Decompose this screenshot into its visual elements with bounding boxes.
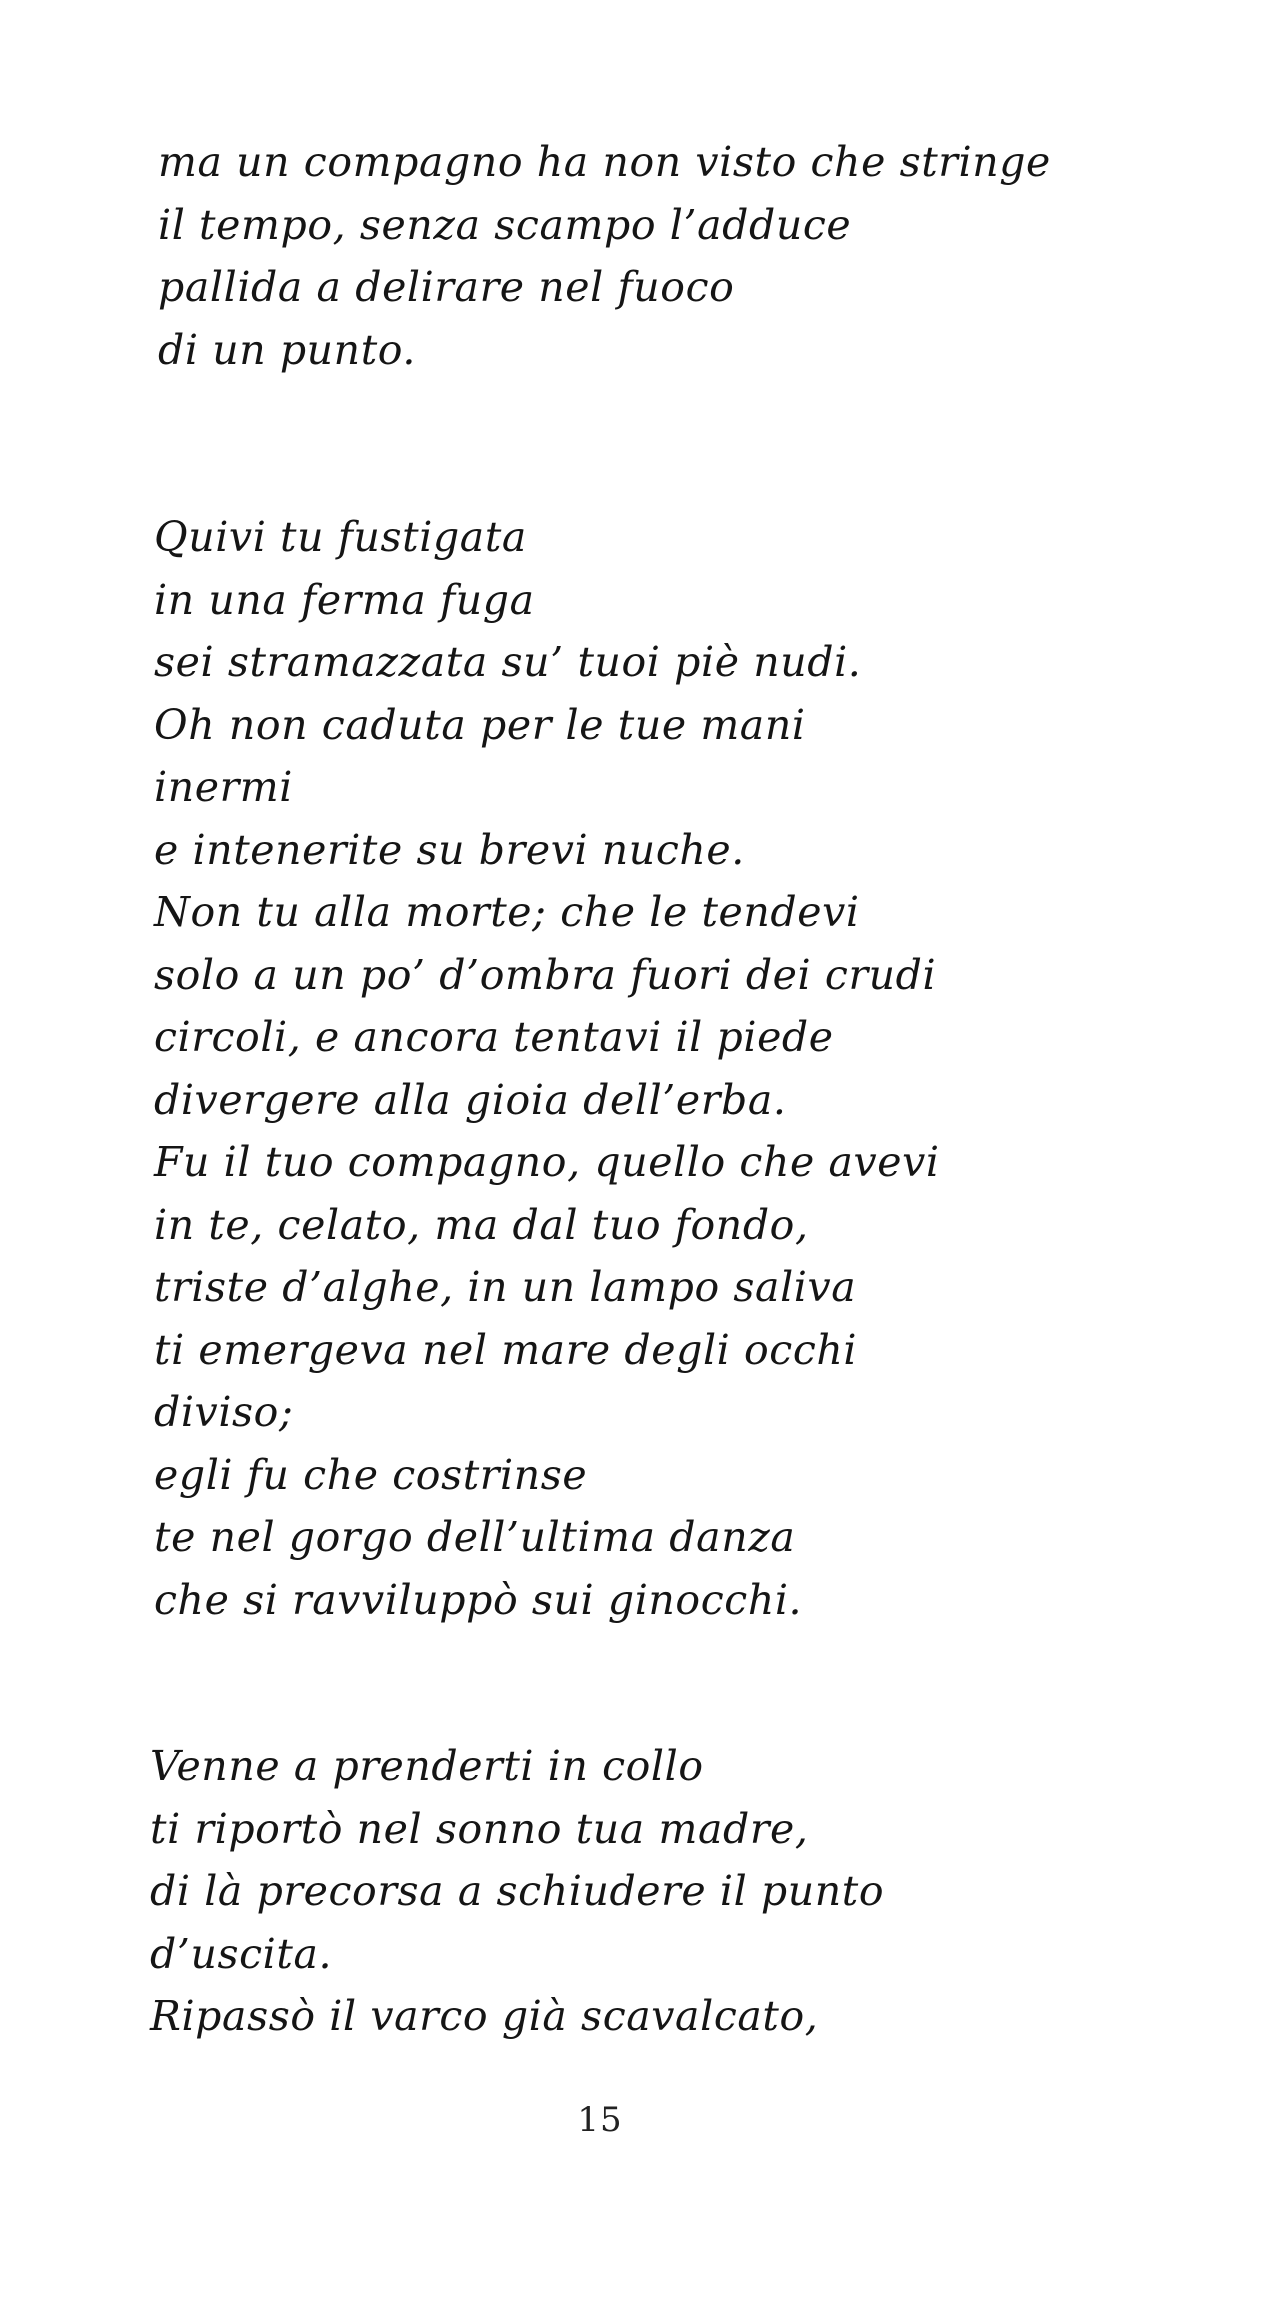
verse-line: ti emergeva nel mare degli occhi [154,1325,858,1374]
verse-line: in una ferma fuga [154,575,535,624]
verse-line: di un punto. [158,325,416,374]
stanza-3 [150,1735,884,2048]
stanza-2 [154,506,940,1631]
verse-line: circoli, e ancora tentavi il piede [154,1013,834,1061]
verse-line: Non tu alla morte; che le tendevi [154,888,860,936]
verse-line: Quivi tu fustigata [154,513,527,561]
verse-line: d’uscita. [150,1929,333,1978]
verse-line: egli fu che costrinse [154,1450,588,1499]
verse-line: inermi [154,763,293,811]
verse-line: di là precorsa a schiudere il punto [150,1867,885,1915]
verse-line: Fu il tuo compagno, quello che avevi [154,1138,940,1186]
verse-line: sei stramazzata su’ tuoi piè nudi. [154,638,862,686]
verse-line: solo a un po’ d’ombra fuori dei crudi [154,950,937,999]
verse-line: Venne a prenderti in collo [150,1742,704,1790]
verse-line: diviso; [154,1388,294,1436]
verse-line: ti riportò nel sonno tua madre, [150,1804,809,1853]
verse-line: in te, celato, ma dal tuo fondo, [154,1200,809,1249]
verse-line: ma un compagno ha non visto che stringe [158,138,1051,186]
verse-line: pallida a delirare nel fuoco [158,263,735,311]
verse-line: Ripassò il varco già scavalcato, [150,1992,819,2040]
verse-line: triste d’alghe, in un lampo saliva [154,1263,857,1311]
verse-line: il tempo, senza scampo l’adduce [158,200,852,249]
verse-line: che si ravviluppò sui ginocchi. [154,1575,803,1624]
verse-line: e intenerite su brevi nuche. [154,825,745,874]
stanza-1 [158,131,1051,381]
verse-line: divergere alla gioia dell’erba. [154,1075,787,1124]
page-number: 15 [577,2100,623,2140]
verse-line: Oh non caduta per le tue mani [154,700,806,749]
verse-line: te nel gorgo dell’ultima danza [154,1513,796,1561]
